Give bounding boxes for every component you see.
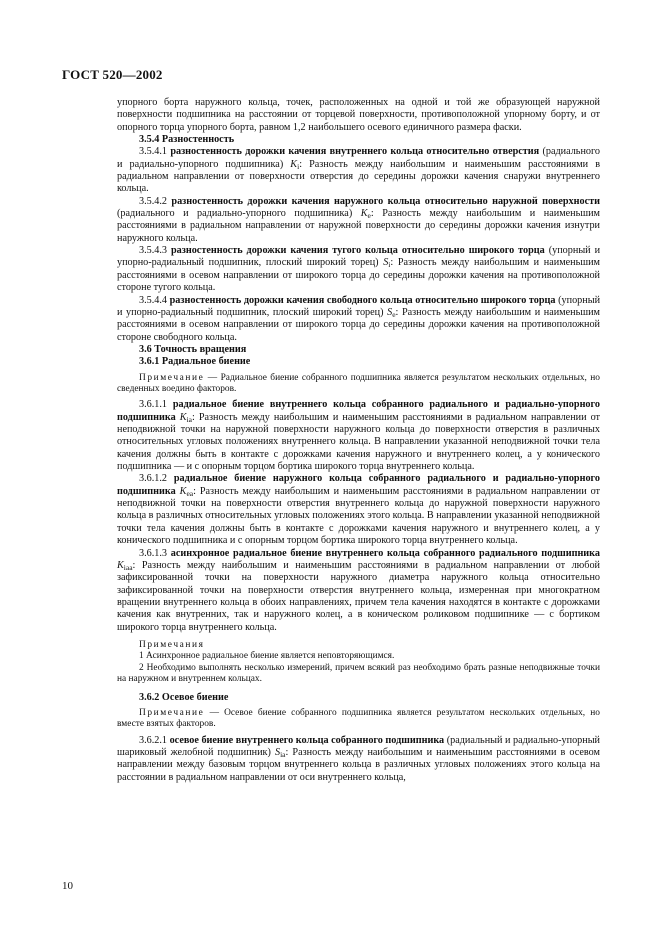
heading-3-6-2: 3.6.2 Осевое биение [139, 691, 229, 703]
clause-3-6-1-2: 3.6.1.2 радиальное биение наружного кольца собранного радиального и радиально-упорного подшипника $K_{ea}$: Разность между наибольшим и наименьшим расстояниями в радиальном направлении от неподвижной точки на поверхности отверстия внутреннего кольца до наружной поверхности наружного кольца в различных относительных угловых положениях этого кольца. В направлении указанной неподвижной точки тела качения должны быть в контакте с дорожками качения наружного и внутреннего колец, а у конического подшипника и с опорным торцом бортика широкого торца внутреннего кольца. [117, 473, 601, 547]
notes-label: Примечания [139, 639, 205, 650]
note-3-6-1: Примечание — Радиальное биение собранного подшипника является результатом нескольких отдельных, но сведенных воедино факторов. [117, 372, 600, 394]
clause-3-6-1-1: 3.6.1.1 радиальное биение внутреннего кольца собранного радиального и радиально-упорного подшипника $K_{ia}$: Разность между наибольшим и наименьшим расстояниями в радиальном направлении от неподвижной точки на наружной поверхности наружного кольца до поверхности отверстия в различных относительных угловых положениях внутреннего кольца. В направлении указанной неподвижной точки тела качения должны быть в контакте с дорожками качения наружного и внутреннего колец, а у конического подшипника — и с опорным торцом бортика широкого торца внутреннего кольца. [117, 399, 601, 473]
clause-3-5-4-3: 3.5.4.3 разностенность дорожки качения тугого кольца относительно широкого торца (упорный и упорно-радиальный подшипник, плоский широкий торец) $S_i$: Разность между наибольшим и наименьшим расстояниями в осевом направлении от широкого торца до середины дорожки качения на противоположной стороне тугого кольца. [117, 245, 601, 294]
clause-3-5-4-4: 3.5.4.4 разностенность дорожки качения свободного кольца относительно широкого торца (упорный и упорно-радиальный подшипник, плоский широкий торец) $S_e$: Разность между наибольшим и наименьшим расстояниями в осевом направлении от широкого торца до середины дорожки качения на противоположной стороне свободного кольца. [117, 294, 601, 343]
heading-3-6-1: 3.6.1 Радиальное биение [139, 356, 251, 368]
clause-3-6-2-1: 3.6.2.1 осевое биение внутреннего кольца собранного подшипника (радиальный и радиально-упорный шариковый желобной подшипник) $S_{ia}$: Разность между наибольшим и наименьшим расстояниями в осевом направлении между базовым торцом внутреннего кольца в различных угловых положениях этого кольца на расстоянии в радиальном направлении от оси внутреннего кольца, [117, 734, 601, 783]
note-3-6-2: Примечание — Осевое биение собранного подшипника является результатом нескольких отдельных, но вместе взятых факторов. [117, 707, 600, 730]
heading-3-6: 3.6 Точность вращения [139, 343, 247, 355]
heading-3-5-4: 3.5.4 Разностенность [139, 134, 235, 146]
note-2: 2 Необходимо выполнять несколько измерений, причем всякий раз необходимо брать разные неподвижные точки на наружном и внутреннем кольцах. [117, 662, 600, 685]
paragraph-intro: упорного борта наружного кольца, точек, расположенных на одной и той же образующей наружной поверхности подшипника на расстоянии от торцевой поверхности, противоположной упорному борту, и от опорного торца упорного борта, равном 1,2 наибольшего осевого единичного размера фаски. [117, 97, 600, 133]
clause-3-6-1-3: 3.6.1.3 асинхронное радиальное биение внутреннего кольца собранного радиального подшипника $K_{iaa}$: Разность между наибольшим и наименьшим расстояниями в радиальном направлении от любой зафиксированной точки на поверхности наружного диаметра наружного кольца относительно зафиксированной точки на поверхности отверстия внутреннего кольца, измеренная при многократном вращении внутреннего кольца в обоих направлениях, причем тела качения находятся в контакте с дорожками качения как внутренних, так и наружного колец, а в коническом роликовом подшипнике — с бортиком широкого торца внутреннего кольца. [117, 547, 600, 633]
page-number: 10 [62, 880, 73, 892]
document-header: ГОСТ 520—2002 [62, 67, 163, 82]
clause-3-5-4-1: 3.5.4.1 разностенность дорожки качения внутреннего кольца относительно отверстия (радиального и радиально-упорного подшипника) $K_i$: Разность между наибольшим и наименьшим расстояниями в радиальном направлении от поверхности отверстия до середины дорожки качения снаружи внутреннего кольца. [117, 146, 601, 195]
note-1: 1 Асинхронное радиальное биение является неповторяющимся. [139, 651, 395, 662]
body-text [117, 97, 600, 784]
clause-3-5-4-2: 3.5.4.2 разностенность дорожки качения наружного кольца относительно наружной поверхности (радиального и радиально-упорного подшипника) $K_e$: Разность между наибольшим и наименьшим расстояниями в радиальном направлении от наружной поверхности до середины дорожки качения изнутри наружного кольца. [117, 195, 601, 244]
